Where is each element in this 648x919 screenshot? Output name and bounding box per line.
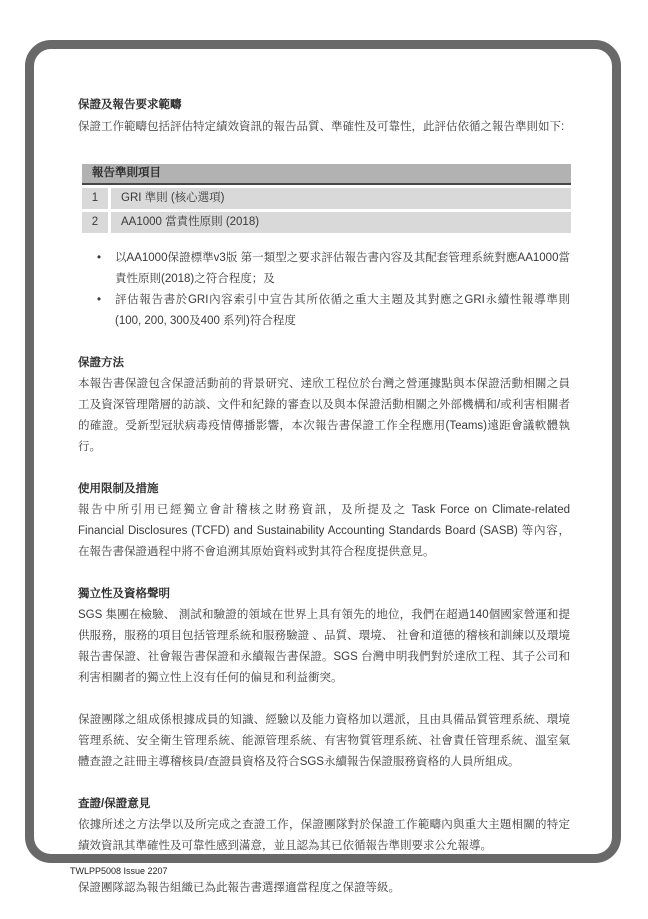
- bullet-item: • 評估報告書於GRI內容索引中宣告其所依循之重大主題及其對應之GRI永續性報導準則(100, 200, 300及400 系列)符合程度: [78, 290, 570, 332]
- section-paragraph: 保證團隊認為報告組織已為此報告書選擇適當程度之保證等級。: [78, 882, 400, 894]
- section-paragraph: 本報告書保證包含保證活動前的背景研究、達欣工程位於台灣之營運據點與本保證活動相關之員工及資深管理階層的訪談、文件和紀錄的審查以及與本保證活動相關之外部機構和/或利害相關者的確證。受新型冠狀病毒疫情傳播影響，本次報告書保證工作全程應用(Teams)遠距會議軟體執行。: [78, 378, 570, 453]
- section-paragraph: 報告中所引用已經獨立會計稽核之財務資訊，及所提及之 Task Force on Climate-related Financial Disclosures (TCFD) and Sustainability Accounting Standards Board (SASB) 等內容，在報告書保證過程中將不會追溯其原始資料或對其符合程度提供意見。: [78, 504, 570, 558]
- section-heading: 查證/保證意見: [78, 798, 151, 810]
- document-id-footer: TWLPP5008 Issue 2207: [70, 866, 168, 876]
- bullet-item: • 以AA1000保證標準v3版 第一類型之要求評估報告書內容及其配套管理系統對應AA1000當責性原則(2018)之符合程度；及: [78, 248, 570, 290]
- table-row-number: 2: [82, 212, 111, 233]
- page-title: 保證及報告要求範疇: [78, 99, 182, 111]
- section-heading: 使用限制及措施: [78, 483, 159, 495]
- criteria-bullet-list: [78, 248, 570, 332]
- section-independence-statement: [78, 584, 570, 773]
- section-assurance-opinion: [78, 794, 570, 899]
- table-row: [82, 188, 571, 209]
- table-row-text: AA1000 當責性原則 (2018): [121, 216, 260, 228]
- section-heading: 保證方法: [78, 357, 124, 369]
- table-row: [82, 212, 571, 233]
- section-limitations: [78, 479, 570, 563]
- section-paragraph: 依據所述之方法學以及所完成之查證工作，保證團隊對於保證工作範疇內與重大主題相關的特定績效資訊其準確性及可靠性感到滿意，並且認為其已依循報告準則要求公允報導。: [78, 819, 570, 852]
- table-row-number: 1: [82, 188, 111, 209]
- section-paragraph: SGS 集團在檢驗、 測試和驗證的領域在世界上具有領先的地位，我們在超過140個國家營運和提供服務，服務的項目包括管理系統和服務驗證 、品質、環境、 社會和道德的稽核和訓練以及環境報告書保證、社會報告書保證和永續報告書保證。SGS 台灣申明我們對於達欣工程、其子公司和利害相關者的獨立性上沒有任何的偏見和利益衝突。: [78, 609, 570, 684]
- intro-paragraph: 保證工作範疇包括評估特定績效資訊的報告品質、準確性及可靠性，此評估依循之報告準則如下:: [78, 121, 565, 133]
- table-row-text: GRI 準則 (核心選項): [121, 192, 225, 204]
- section-paragraph: 保證團隊之組成係根據成員的知識、經驗以及能力資格加以選派，且由具備品質管理系統、環境管理系統、安全衛生管理系統、能源管理系統、有害物質管理系統、社會責任管理系統、溫室氣體查證之註冊主導稽核員/查證員資格及符合SGS永續報告保證服務資格的人員所組成。: [78, 714, 570, 768]
- reporting-criteria-table: [82, 164, 571, 233]
- section-assurance-methodology: [78, 353, 570, 458]
- section-heading: 獨立性及資格聲明: [78, 588, 170, 600]
- table-header: 報告準則項目: [82, 164, 571, 185]
